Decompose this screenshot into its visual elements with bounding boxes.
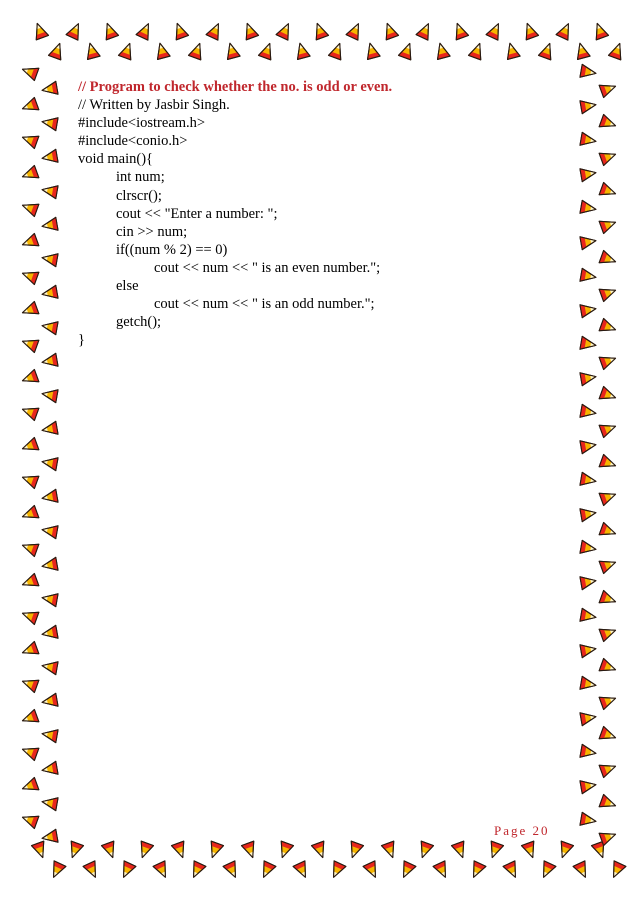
candy-corn-icon [66,21,84,40]
candy-corn-icon [20,63,39,80]
candy-corn-icon [580,200,597,215]
candy-corn-icon [591,21,608,40]
candy-corn-icon [20,437,39,454]
candy-corn-icon [41,795,58,810]
candy-corn-icon [276,841,293,860]
candy-corn-icon [433,861,451,880]
candy-corn-icon [451,841,468,860]
candy-corn-icon [521,21,538,40]
candy-corn-icon [580,132,597,147]
candy-corn-icon [20,539,39,556]
candy-corn-icon [41,727,58,742]
code-line: if((num % 2) == 0) [116,241,228,258]
candy-corn-icon [580,506,597,521]
candy-corn-icon [258,41,275,60]
code-line: cin >> num; [116,223,188,240]
candy-corn-icon [154,42,170,60]
candy-corn-icon [538,41,555,60]
candy-corn-icon [311,21,328,40]
code-line: } [78,332,85,349]
candy-corn-icon [468,861,486,880]
candy-corn-icon [599,454,618,471]
candy-corn-icon [599,794,618,811]
candy-corn-icon [434,42,450,60]
candy-corn-icon [118,41,135,60]
candy-corn-icon [258,861,276,880]
candy-corn-icon [294,42,310,60]
candy-corn-icon [41,693,58,708]
candy-corn-icon [580,812,597,827]
code-line: cout << "Enter a number: "; [116,205,278,222]
candy-corn-icon [328,861,346,880]
candy-corn-icon [41,761,58,776]
candy-corn-icon [41,421,58,436]
candy-corn-icon [206,841,223,860]
candy-corn-icon [118,861,136,880]
candy-corn-icon [599,522,618,539]
candy-corn-icon [580,778,597,793]
candy-corn-icon [599,284,618,301]
candy-corn-icon [599,318,618,335]
candy-corn-icon [381,841,398,860]
candy-corn-icon [608,41,625,60]
code-listing [78,78,548,349]
candy-corn-icon [20,709,39,726]
candy-corn-icon [41,319,58,334]
candy-corn-icon [599,250,618,267]
candy-corn-icon [599,420,618,437]
candy-corn-icon [416,841,433,860]
candy-corn-icon [599,182,618,199]
candy-corn-icon [599,352,618,369]
candy-corn-icon [599,488,618,505]
candy-corn-icon [293,861,311,880]
candy-corn-icon [504,42,520,60]
candy-corn-icon [580,608,597,623]
candy-corn-icon [580,710,597,725]
code-line: void main(){ [78,151,154,168]
candy-corn-icon [171,841,188,860]
candy-corn-icon [608,861,626,880]
candy-corn-icon [20,471,39,488]
code-line: int num; [116,169,165,186]
candy-corn-icon [416,21,434,40]
program-title-comment: // Program to check whether the no. is odd or even. [78,79,393,95]
candy-corn-icon [580,98,597,113]
candy-corn-icon [599,658,618,675]
candy-corn-icon [580,540,597,555]
candy-corn-icon [84,42,100,60]
candy-corn-icon [20,505,39,522]
candy-corn-icon [381,21,398,40]
candy-corn-icon [41,489,58,504]
candy-corn-icon [66,841,83,860]
candy-corn-icon [580,642,597,657]
candy-corn-icon [20,301,39,318]
candy-corn-icon [31,21,48,40]
candy-corn-icon [171,21,188,40]
candy-corn-icon [41,625,58,640]
candy-corn-icon [188,41,205,60]
candy-corn-icon [599,386,618,403]
candy-corn-icon [136,21,154,40]
candy-corn-icon [41,659,58,674]
author-comment: // Written by Jasbir Singh. [78,97,230,114]
candy-corn-icon [20,369,39,386]
candy-corn-icon [580,336,597,351]
candy-corn-icon [20,199,39,216]
code-line: cout << num << " is an even number."; [154,259,381,276]
candy-corn-icon [20,233,39,250]
candy-corn-icon [41,557,58,572]
candy-corn-icon [580,404,597,419]
candy-corn-icon [41,387,58,402]
candy-corn-icon [31,841,48,860]
code-line: #include<conio.h> [78,133,188,150]
candy-corn-icon [364,42,380,60]
candy-corn-icon [20,811,39,828]
candy-corn-icon [346,21,364,40]
candy-corn-icon [188,861,206,880]
candy-corn-icon [20,777,39,794]
candy-corn-icon [41,523,58,538]
candy-corn-icon [580,234,597,249]
candy-corn-icon [223,861,241,880]
candy-corn-icon [41,217,58,232]
candy-corn-icon [599,114,618,131]
candy-corn-icon [521,841,538,860]
candy-corn-icon [556,841,573,860]
candy-corn-icon [153,861,171,880]
candy-corn-icon [224,42,240,60]
candy-corn-icon [20,743,39,760]
candy-corn-icon [580,472,597,487]
candy-corn-icon [41,353,58,368]
candy-corn-icon [580,370,597,385]
page-number: Page 20 [494,823,550,838]
candy-corn-icon [573,861,591,880]
candy-corn-icon [20,607,39,624]
candy-corn-icon [503,861,521,880]
candy-corn-icon [599,760,618,777]
candy-corn-icon [48,861,66,880]
candy-corn-icon [486,841,503,860]
code-line: clrscr(); [116,187,162,204]
candy-corn-icon [20,573,39,590]
candy-corn-icon [580,166,597,181]
candy-corn-icon [580,302,597,317]
candy-corn-icon [20,335,39,352]
candy-corn-icon [20,675,39,692]
candy-corn-icon [41,591,58,606]
candy-corn-icon [101,21,118,40]
candy-corn-icon [206,21,224,40]
candy-corn-icon [468,41,485,60]
candy-corn-icon [599,692,618,709]
candy-corn-icon [599,624,618,641]
candy-corn-icon [580,64,597,79]
candy-corn-icon [398,861,416,880]
candy-corn-icon [241,841,258,860]
candy-corn-icon [41,149,58,164]
candy-corn-icon [20,97,39,114]
candy-corn-icon [101,841,118,860]
candy-corn-icon [599,216,618,233]
candy-corn-icon [346,841,363,860]
candy-corn-icon [599,148,618,165]
code-line: else [116,278,139,295]
candy-corn-icon [599,726,618,743]
candy-corn-icon [311,841,328,860]
candy-corn-icon [574,42,590,60]
code-line: getch(); [116,314,162,331]
candy-corn-icon [20,403,39,420]
candy-corn-icon [363,861,381,880]
candy-corn-icon [580,676,597,691]
candy-corn-icon [599,556,618,573]
candy-corn-icon [20,267,39,284]
candy-corn-icon [41,115,58,130]
candy-corn-icon [41,81,58,96]
candy-corn-icon [41,285,58,300]
candy-corn-icon [20,131,39,148]
candy-corn-icon [486,21,504,40]
candy-corn-icon [136,841,153,860]
candy-corn-icon [580,438,597,453]
candy-corn-icon [20,641,39,658]
candy-corn-icon [580,574,597,589]
candy-corn-icon [580,268,597,283]
code-line: cout << num << " is an odd number."; [154,296,375,313]
candy-corn-icon [451,21,468,40]
candy-corn-icon [83,861,101,880]
candy-corn-icon [398,41,415,60]
candy-corn-icon [328,41,345,60]
candy-corn-icon [599,590,618,607]
candy-corn-icon [241,21,258,40]
candy-corn-icon [41,251,58,266]
candy-corn-icon [20,165,39,182]
candy-corn-icon [556,21,574,40]
candy-corn-icon [276,21,294,40]
candy-corn-icon [599,80,618,97]
candy-corn-icon [41,183,58,198]
candy-corn-icon [538,861,556,880]
code-line: #include<iostream.h> [78,115,206,132]
candy-corn-icon [591,841,608,860]
candy-corn-icon [41,455,58,470]
candy-corn-icon [48,41,65,60]
candy-corn-icon [580,744,597,759]
